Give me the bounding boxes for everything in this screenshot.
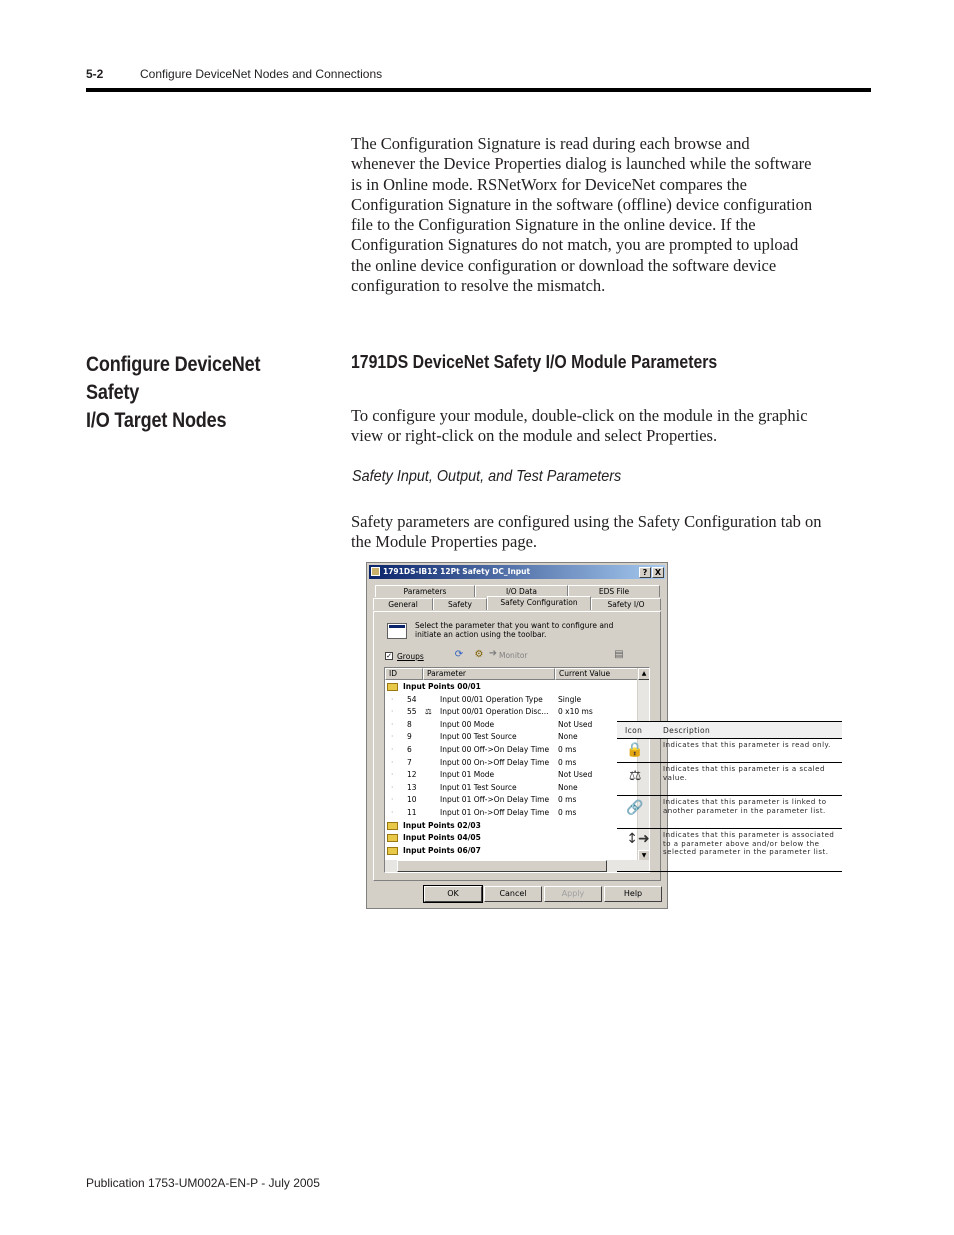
parameter-row[interactable] — [385, 782, 639, 795]
tree-line: · — [391, 782, 394, 792]
parameter-id: 9 — [407, 732, 412, 742]
parameter-value: None — [558, 732, 578, 742]
subsection-title: 1791DS DeviceNet Safety I/O Module Parameters — [351, 352, 718, 372]
tree-line: · — [391, 770, 394, 780]
group-label: Input Points 06/07 — [403, 845, 481, 855]
text-line: whenever the Device Properties dialog is launched while the software — [351, 154, 812, 174]
column-header-current-value[interactable]: Current Value — [555, 668, 639, 680]
parameter-name: Input 00 On->Off Delay Time — [440, 757, 550, 767]
folder-icon — [387, 834, 398, 842]
parameter-id: 12 — [407, 770, 417, 780]
folder-icon — [387, 683, 398, 691]
link-icon: 🔗 — [626, 800, 644, 816]
help-button[interactable]: Help — [604, 886, 662, 902]
parameter-name: Input 01 Mode — [440, 770, 495, 780]
legend-row — [617, 739, 842, 763]
parameter-value: Not Used — [558, 770, 593, 780]
text-line: The Configuration Signature is read during each browse and — [351, 134, 750, 153]
tab-eds-file[interactable]: EDS File — [568, 585, 660, 597]
scroll-up-icon[interactable]: ▲ — [638, 668, 650, 680]
tree-line: · — [391, 745, 394, 754]
folder-icon — [387, 847, 398, 855]
header-rule — [86, 88, 871, 92]
scroll-down-icon[interactable]: ▼ — [638, 850, 650, 862]
cancel-button[interactable]: Cancel — [484, 886, 542, 902]
parameter-row[interactable] — [385, 744, 639, 757]
scale-icon: ⚖ — [628, 768, 642, 784]
group-label: Input Points 02/03 — [403, 820, 481, 830]
text-line: Configuration Signature in the software (offline) device configuration — [351, 194, 813, 214]
parameter-id: 13 — [407, 782, 417, 792]
parameter-row[interactable] — [385, 757, 639, 770]
tree-line: · — [391, 694, 394, 704]
chapter-title: Configure DeviceNet Nodes and Connections — [140, 67, 383, 81]
parameter-value: 0 ms — [558, 795, 577, 805]
refresh-icon[interactable]: ⟳ — [454, 649, 464, 660]
parameter-value: 0 ms — [558, 757, 577, 767]
tree-line: · — [391, 795, 394, 805]
apply-button[interactable]: Apply — [544, 886, 602, 902]
parameter-row[interactable] — [385, 807, 639, 820]
parameter-id: 6 — [407, 745, 412, 754]
parameter-id: 7 — [407, 757, 412, 767]
tab-safety[interactable]: Safety — [433, 598, 487, 610]
grid-header — [385, 668, 639, 680]
safety-paragraph — [351, 512, 871, 553]
group-row[interactable] — [385, 845, 639, 858]
dialog-title: 1791DS-IB12 12Pt Safety DC_Input — [383, 567, 531, 576]
tab-parameters[interactable]: Parameters — [375, 585, 475, 597]
tree-line: · — [391, 732, 394, 742]
legend-header-description: Description — [663, 726, 711, 735]
legend-description: Indicates that this parameter is a scaled value. — [663, 765, 825, 782]
group-row[interactable] — [385, 681, 639, 694]
parameter-grid[interactable] — [384, 667, 650, 873]
footer-publication: Publication 1753-UM002A-EN-P - July 2005 — [86, 1176, 320, 1190]
parameter-id: 8 — [407, 719, 412, 729]
tab-safety-io[interactable]: Safety I/O — [591, 598, 661, 610]
groups-checkbox[interactable]: ✓ — [386, 652, 392, 660]
text-line: configuration to resolve the mismatch. — [351, 276, 606, 296]
parameter-row[interactable] — [385, 694, 639, 707]
tab-io-data[interactable]: I/O Data — [475, 585, 568, 597]
dialog-titlebar — [369, 565, 665, 579]
parameter-name: Input 00 Off->On Delay Time — [440, 745, 550, 754]
parameter-id: 55 — [407, 707, 417, 717]
configure-paragraph — [351, 406, 871, 447]
parameter-row[interactable] — [385, 769, 639, 782]
horizontal-scrollbar[interactable] — [385, 860, 650, 872]
legend-description: Indicates that this parameter is read only. — [663, 741, 831, 749]
text-line: file to the Configuration Signature in the online device. If the — [351, 215, 756, 235]
column-header-id[interactable]: ID — [385, 668, 423, 680]
intro-paragraph — [351, 134, 871, 296]
lock-icon: 🔒 — [626, 742, 644, 758]
legend-row — [617, 829, 842, 872]
parameter-name: Input 00 Mode — [440, 719, 495, 729]
ok-button[interactable]: OK — [424, 886, 482, 902]
parameter-row[interactable] — [385, 731, 639, 744]
parameter-name: Input 00 Test Source — [440, 732, 517, 742]
tree-line: · — [391, 808, 394, 817]
arrow-right-icon: ➜ — [488, 648, 498, 659]
text-line: the Module Properties page. — [351, 532, 538, 552]
parameter-row[interactable] — [385, 719, 639, 732]
section-title-line: I/O Target Nodes — [86, 409, 227, 432]
parameter-value: 0 ms — [558, 808, 577, 817]
parameter-name: Input 01 Off->On Delay Time — [440, 795, 550, 805]
legend-header-icon: Icon — [625, 726, 643, 735]
parameter-value: Not Used — [558, 719, 593, 729]
scale-icon: ⚖ — [425, 707, 432, 717]
parameter-name: Input 01 Test Source — [440, 782, 517, 792]
text-line: Safety parameters are configured using the Safety Configuration tab on — [351, 512, 822, 531]
legend-row — [617, 763, 842, 796]
group-label: Input Points 04/05 — [403, 833, 481, 843]
tab-general[interactable]: General — [373, 598, 433, 610]
parameter-id: 10 — [407, 795, 417, 805]
parameter-value: None — [558, 782, 578, 792]
grid-icon[interactable]: ▤ — [614, 649, 624, 660]
groups-label: Groups — [397, 652, 424, 661]
tree-line: · — [391, 757, 394, 767]
find-icon[interactable]: ⚙ — [474, 649, 484, 660]
legend-description: Indicates that this parameter is linked to another parameter in the parameter list. — [663, 798, 827, 815]
scroll-thumb[interactable] — [397, 860, 607, 872]
parameter-id: 54 — [407, 694, 417, 704]
parameter-row[interactable] — [385, 794, 639, 807]
text-line: the online device configuration or download the software device — [351, 255, 777, 275]
parameter-name: Input 00/01 Operation Type — [440, 694, 543, 704]
monitor-button[interactable]: Monitor — [499, 651, 528, 660]
text-line: view or right-click on the module and select Properties. — [351, 426, 718, 446]
section-title — [86, 351, 305, 435]
legend-description: Indicates that this parameter is associated to a parameter above and/or below the selected parameter in the parameter list. — [663, 831, 835, 857]
close-button[interactable]: X — [652, 567, 664, 578]
group-row[interactable] — [385, 832, 639, 845]
text-line: Configuration Signatures do not match, you are prompted to upload — [351, 235, 799, 255]
legend-row — [617, 796, 842, 829]
parameter-row[interactable] — [385, 706, 639, 719]
italic-heading: Safety Input, Output, and Test Parameters — [352, 468, 622, 485]
info-icon — [387, 623, 407, 639]
legend-header — [617, 721, 842, 739]
group-label: Input Points 00/01 — [403, 682, 481, 691]
text-line: To configure your module, double-click on the module in the graphic — [351, 406, 808, 425]
column-header-parameter[interactable]: Parameter — [423, 668, 555, 680]
parameter-value: 0 x10 ms — [558, 707, 593, 717]
parameter-value: Single — [558, 694, 582, 704]
help-title-button[interactable]: ? — [639, 567, 651, 578]
parameter-name: Input 00/01 Operation Disc... — [440, 707, 549, 717]
info-text: Select the parameter that you want to configure and initiate an action using the toolbar. — [415, 621, 614, 639]
app-icon — [371, 567, 380, 576]
tree-line: · — [391, 719, 394, 729]
parameter-id: 11 — [407, 808, 417, 817]
page-number: 5-2 — [86, 67, 104, 81]
folder-icon — [387, 822, 398, 830]
parameter-name: Input 01 On->Off Delay Time — [440, 808, 550, 817]
text-line: is in Online mode. RSNetWorx for DeviceNet compares the — [351, 174, 747, 194]
section-title-line: Configure DeviceNet Safety — [86, 353, 261, 404]
tab-safety-configuration[interactable]: Safety Configuration — [487, 596, 591, 610]
group-row[interactable] — [385, 820, 639, 833]
tree-line: · — [391, 707, 394, 717]
parameter-value: 0 ms — [558, 745, 577, 754]
associated-arrows-icon: ↕➜ — [626, 831, 650, 847]
